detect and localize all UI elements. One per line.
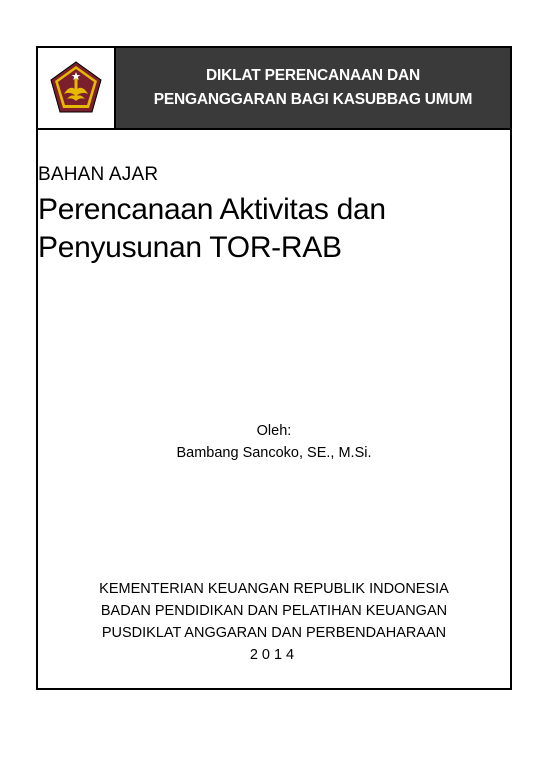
- publication-year: 2014: [249, 647, 299, 663]
- author-block: [38, 420, 510, 464]
- logo-box: [38, 48, 116, 128]
- document-type: BAHAN AJAR: [38, 164, 159, 185]
- document-title-line-2: Penyusunan TOR-RAB: [38, 231, 342, 264]
- header-title-line-1: DIKLAT PERENCANAAN DAN: [205, 67, 421, 84]
- header-title-line-2: PENGANGGARAN BAGI KASUBBAG UMUM: [153, 91, 473, 108]
- cover-frame: [36, 46, 512, 690]
- header-divider: [38, 128, 510, 130]
- header-title-box: [116, 48, 510, 128]
- author-label: Oleh:: [256, 423, 292, 439]
- institution-line-1: KEMENTERIAN KEUANGAN REPUBLIK INDONESIA: [99, 581, 449, 597]
- institution-block: [38, 578, 510, 666]
- institution-line-2: BADAN PENDIDIKAN DAN PELATIHAN KEUANGAN: [100, 603, 448, 619]
- document-title: [38, 191, 386, 267]
- institution-line-3: PUSDIKLAT ANGGARAN DAN PERBENDAHARAAN: [101, 625, 447, 641]
- author-name: Bambang Sancoko, SE., M.Si.: [176, 445, 372, 461]
- document-title-line-1: Perencanaan Aktivitas dan: [38, 193, 386, 226]
- ministry-of-finance-emblem-icon: [48, 60, 104, 116]
- header-bar: [38, 48, 510, 128]
